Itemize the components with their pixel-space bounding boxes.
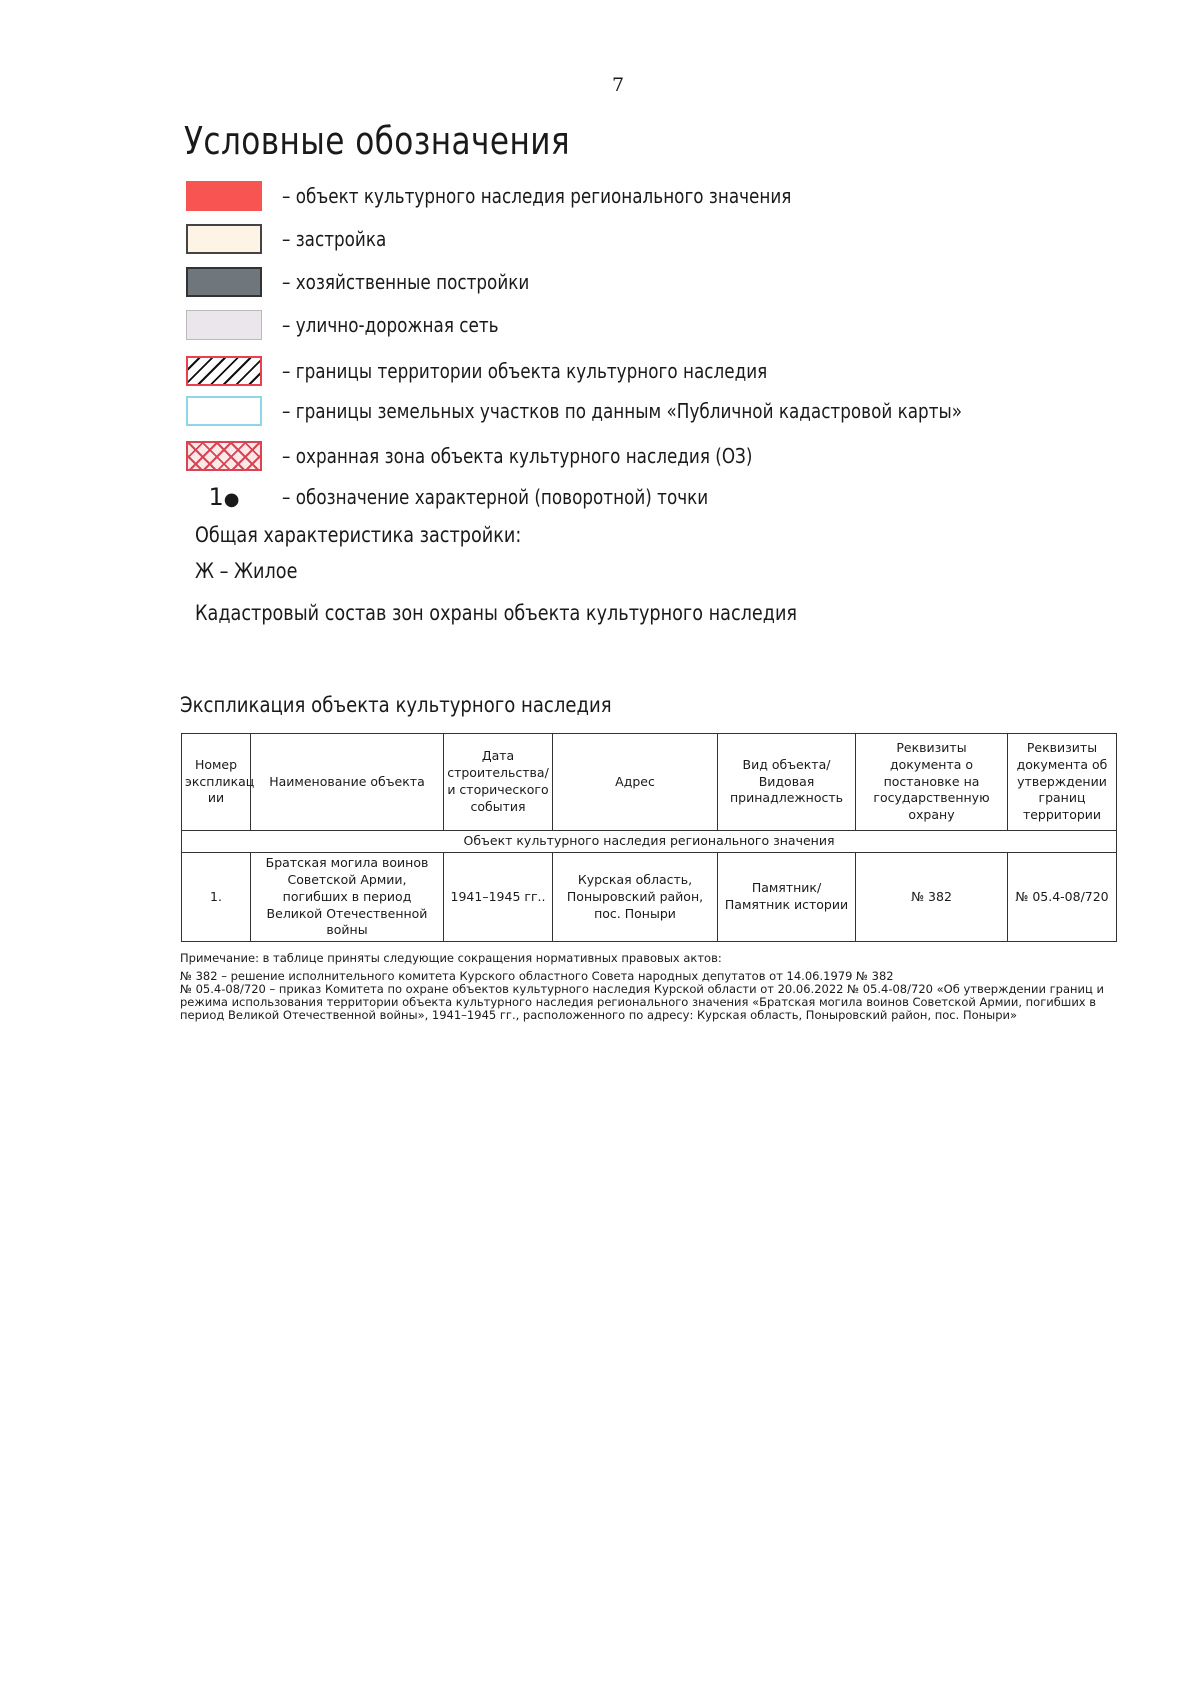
legend-item-label: – охранная зона объекта культурного наследия (ОЗ)	[282, 444, 753, 468]
table-cell: 1941–1945 гг..	[444, 852, 553, 941]
legend-item-label: – улично-дорожная сеть	[282, 313, 499, 337]
cadastral-composition: Кадастровый состав зон охраны объекта культурного наследия	[195, 601, 798, 625]
legend-title: Условные обозначения	[184, 119, 571, 163]
legend-item-land-plots	[186, 395, 1092, 427]
legend-item-label: – застройка	[282, 227, 387, 251]
legend-item-roads	[186, 309, 540, 341]
legend-item-territory-boundary	[186, 355, 860, 387]
diagonal-hatch-swatch	[186, 356, 262, 386]
table-cell: Памятник/Памятник истории	[718, 852, 856, 941]
legend-item-point	[186, 481, 789, 513]
notes	[180, 952, 1118, 1026]
table-cell: Братская могила воинов Советской Армии, погибших в период Великой Отечественной войны	[251, 852, 444, 941]
cross-hatch-swatch	[186, 441, 262, 471]
legend-item-cultural-object	[186, 180, 888, 212]
light-fill-swatch	[186, 310, 262, 340]
page-number: 7	[612, 74, 625, 96]
header-cell: Реквизиты документа о постановке на государственную охрану	[856, 734, 1008, 831]
general-characteristics-title: Общая характеристика застройки:	[195, 523, 522, 547]
legend-item-buildings	[186, 223, 406, 255]
legend-item-label: – границы территории объекта культурного наследия	[282, 359, 768, 383]
red-fill-swatch	[186, 181, 262, 211]
notes-intro: Примечание: в таблице приняты следующие сокращения нормативных правовых актов:	[180, 951, 722, 965]
note-item: № 382 – решение исполнительного комитета Курского областного Совета народных депутатов от 14.06.1979 № 382	[180, 968, 894, 983]
legend-item-label: – объект культурного наследия регионального значения	[282, 184, 792, 208]
table-cell: 1.	[182, 852, 251, 941]
header-cell: Дата строительства/и сторического события	[444, 734, 553, 831]
note-item: № 05.4-08/720 – приказ Комитета по охране объектов культурного наследия Курской области от 20.06.2022 № 05.4-08/720 «Об утверждении границ и режима использования территории объекта культурного наследия регионального значения «Братская могила воинов Советской Армии, погибших в период Великой Отечественной войны», 1941–1945 гг., расположенного по адресу: Курская область, Поныровский район, пос. Поныри»	[180, 981, 1104, 1022]
section-row	[182, 831, 1117, 853]
header-cell: Наименование объекта	[251, 734, 444, 831]
table-header-row	[182, 734, 1117, 831]
point-number: 1	[208, 483, 224, 511]
legend-item-label: – хозяйственные постройки	[282, 270, 530, 294]
section-cell: Объект культурного наследия регионального значения	[182, 831, 1117, 853]
explication-title: Экспликация объекта культурного наследия	[180, 693, 612, 717]
legend-item-label: – границы земельных участков по данным «Публичной кадастровой карты»	[282, 399, 963, 423]
table-row	[182, 852, 1117, 941]
table-cell: № 382	[856, 852, 1008, 941]
residential-code: Ж – Жилое	[195, 559, 298, 583]
legend-item-label: – обозначение характерной (поворотной) точки	[282, 485, 709, 509]
cyan-outline-swatch	[186, 396, 262, 426]
legend-item-protection-zone	[186, 440, 842, 472]
header-cell: Вид объекта/Видовая принадлежность	[718, 734, 856, 831]
point-marker	[186, 483, 262, 511]
table-cell: № 05.4-08/720	[1008, 852, 1117, 941]
grey-fill-swatch	[186, 267, 262, 297]
table-cell: Курская область, Поныровский район, пос. Поныри	[553, 852, 718, 941]
explication-table	[181, 733, 1117, 942]
header-cell: Адрес	[553, 734, 718, 831]
header-cell: Реквизиты документа об утверждении границ территории	[1008, 734, 1117, 831]
header-cell: Номер экспликац ии	[182, 734, 251, 831]
legend-item-outbuildings	[186, 266, 576, 298]
point-dot-icon: ●	[223, 489, 240, 510]
cream-fill-swatch	[186, 224, 262, 254]
